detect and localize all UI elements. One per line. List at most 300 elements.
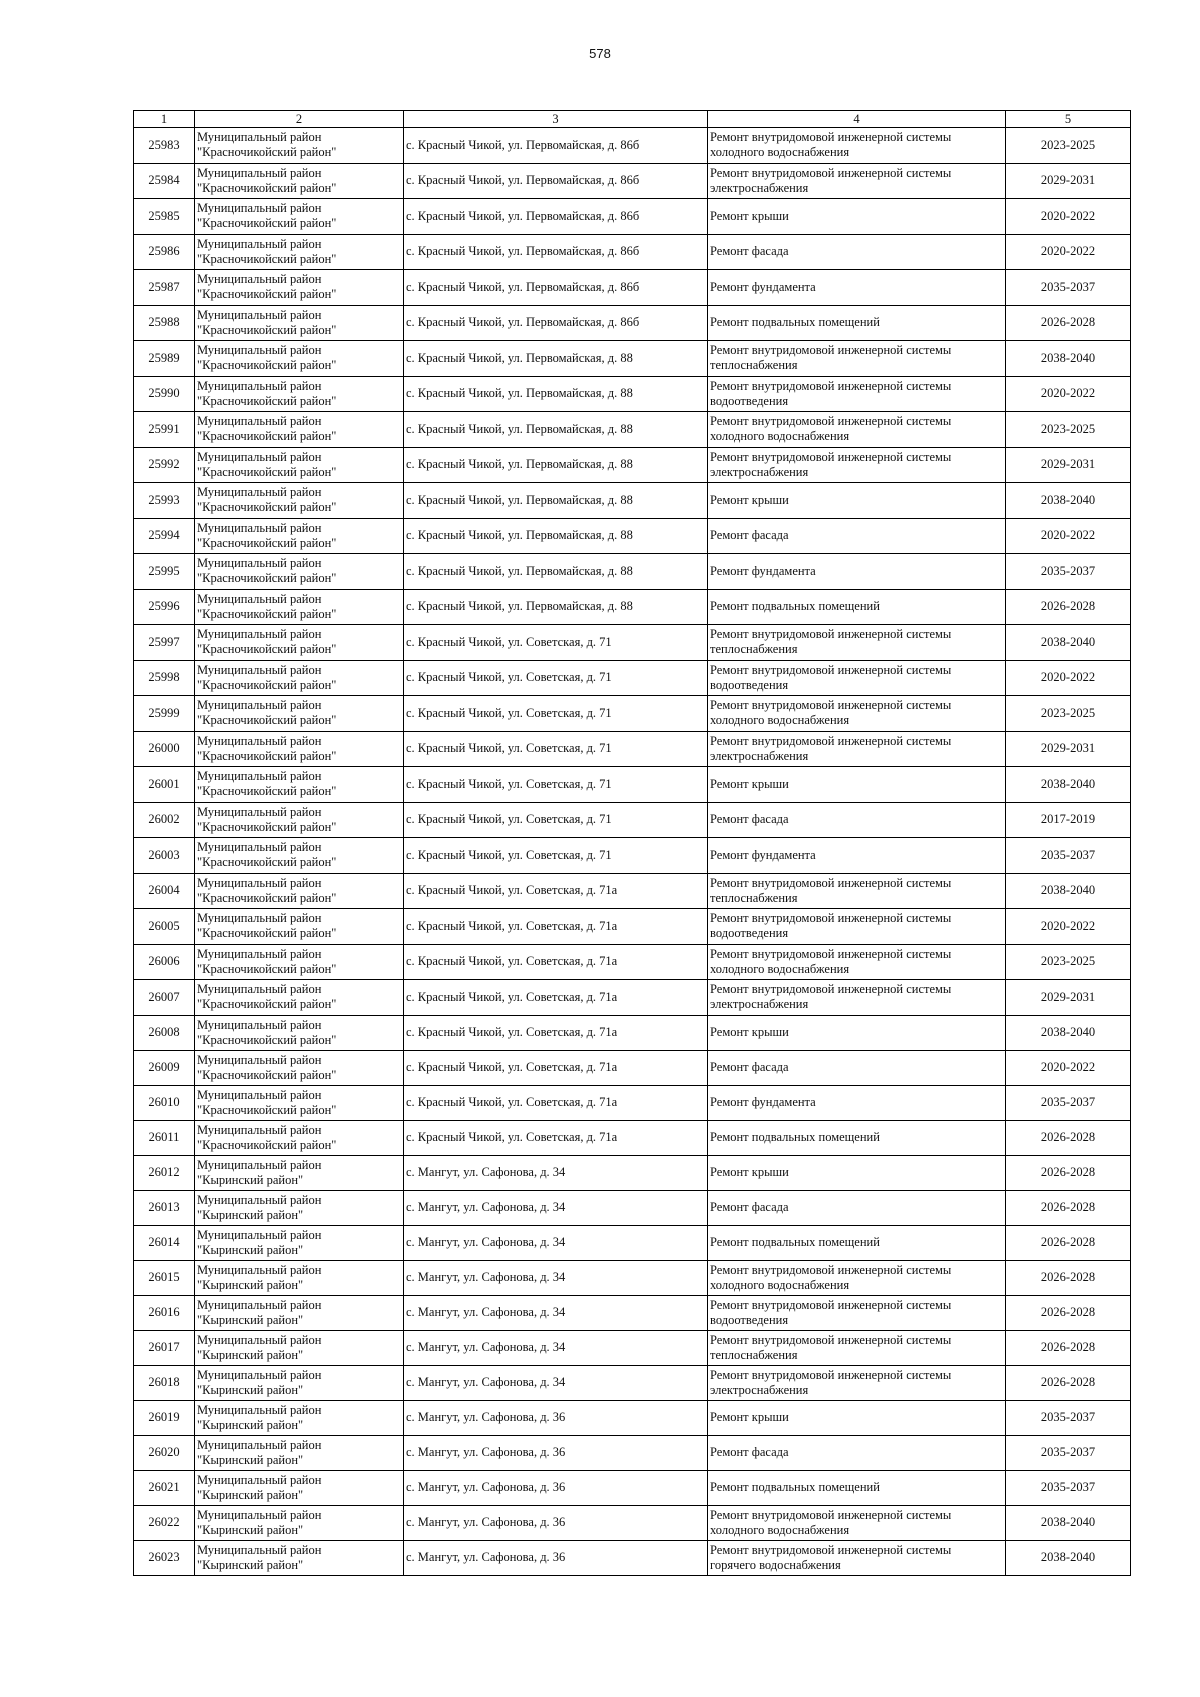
municipality-name: "Красночикойский район": [197, 358, 337, 373]
period-cell: 2029-2031: [1006, 731, 1131, 767]
address-cell: с. Красный Чикой, ул. Первомайская, д. 88: [404, 589, 708, 625]
address-cell: с. Красный Чикой, ул. Советская, д. 71: [404, 838, 708, 874]
period-cell: 2026-2028: [1006, 1365, 1131, 1400]
work-type-line-1: Ремонт внутридомовой инженерной системы: [710, 1507, 952, 1522]
municipality-type: Муниципальный район: [197, 1472, 322, 1487]
work-type-line-2: теплоснабжения: [710, 890, 798, 905]
work-type-cell: [708, 589, 1006, 625]
row-number: 25985: [134, 199, 195, 235]
row-number: 26020: [134, 1435, 195, 1470]
work-type-cell: [708, 1470, 1006, 1505]
municipality-cell: [195, 447, 404, 483]
row-number: 25984: [134, 163, 195, 199]
address-cell: с. Красный Чикой, ул. Советская, д. 71: [404, 696, 708, 732]
address-cell: с. Красный Чикой, ул. Первомайская, д. 88: [404, 483, 708, 519]
work-type-cell: [708, 412, 1006, 448]
municipality-type: Муниципальный район: [197, 1507, 322, 1522]
header-col-2: 2: [195, 111, 404, 128]
address-cell: с. Мангут, ул. Сафонова, д. 34: [404, 1260, 708, 1295]
work-type-line-1: Ремонт внутридомовой инженерной системы: [710, 733, 952, 748]
period-cell: 2035-2037: [1006, 1085, 1131, 1120]
work-type-line-1: Ремонт крыши: [710, 208, 789, 223]
municipality-type: Муниципальный район: [197, 1017, 322, 1032]
period-cell: 2026-2028: [1006, 1295, 1131, 1330]
municipality-name: "Красночикойский район": [197, 926, 337, 941]
municipality-type: Муниципальный район: [197, 1122, 322, 1137]
municipality-name: "Красночикойский район": [197, 784, 337, 799]
period-cell: 2023-2025: [1006, 944, 1131, 980]
work-type-cell: [708, 305, 1006, 341]
address-cell: с. Красный Чикой, ул. Первомайская, д. 88: [404, 412, 708, 448]
address-cell: с. Красный Чикой, ул. Советская, д. 71а: [404, 1085, 708, 1120]
work-type-cell: [708, 1015, 1006, 1050]
municipality-name: "Красночикойский район": [197, 890, 337, 905]
table-row: [134, 376, 1131, 412]
period-cell: 2038-2040: [1006, 873, 1131, 909]
municipality-name: "Кыринский район": [197, 1172, 304, 1187]
address-cell: с. Красный Чикой, ул. Первомайская, д. 86б: [404, 270, 708, 306]
period-cell: 2023-2025: [1006, 128, 1131, 164]
row-number: 26016: [134, 1295, 195, 1330]
municipality-cell: [195, 341, 404, 377]
table-row: [134, 1295, 1131, 1330]
work-type-cell: [708, 1120, 1006, 1155]
table-row: [134, 1015, 1131, 1050]
municipality-name: "Красночикойский район": [197, 464, 337, 479]
period-cell: 2026-2028: [1006, 589, 1131, 625]
work-type-cell: [708, 270, 1006, 306]
address-cell: с. Красный Чикой, ул. Советская, д. 71а: [404, 980, 708, 1016]
work-type-line-1: Ремонт фасада: [710, 528, 789, 543]
address-cell: с. Красный Чикой, ул. Первомайская, д. 86б: [404, 234, 708, 270]
work-type-line-2: холодного водоснабжения: [710, 429, 850, 444]
municipality-type: Муниципальный район: [197, 307, 322, 322]
row-number: 25991: [134, 412, 195, 448]
row-number: 26019: [134, 1400, 195, 1435]
work-type-line-1: Ремонт подвальных помещений: [710, 1130, 880, 1144]
municipality-cell: [195, 1330, 404, 1365]
registry-table: [133, 110, 1131, 1576]
municipality-type: Муниципальный район: [197, 1192, 322, 1207]
address-cell: с. Мангут, ул. Сафонова, д. 34: [404, 1155, 708, 1190]
table-row: [134, 1085, 1131, 1120]
work-type-line-1: Ремонт фундамента: [710, 563, 816, 578]
period-cell: 2020-2022: [1006, 234, 1131, 270]
work-type-line-1: Ремонт подвальных помещений: [710, 1235, 880, 1249]
period-cell: 2020-2022: [1006, 660, 1131, 696]
address-cell: с. Мангут, ул. Сафонова, д. 36: [404, 1435, 708, 1470]
period-cell: 2026-2028: [1006, 1225, 1131, 1260]
table-row: [134, 1400, 1131, 1435]
work-type-line-1: Ремонт фасада: [710, 244, 789, 259]
municipality-cell: [195, 731, 404, 767]
table-row: [134, 163, 1131, 199]
municipality-name: "Красночикойский район": [197, 677, 337, 692]
row-number: 26022: [134, 1505, 195, 1540]
row-number: 25996: [134, 589, 195, 625]
period-cell: 2020-2022: [1006, 199, 1131, 235]
municipality-name: "Красночикойский район": [197, 1032, 337, 1047]
municipality-name: "Красночикойский район": [197, 819, 337, 834]
work-type-line-1: Ремонт внутридомовой инженерной системы: [710, 449, 952, 464]
table-row: [134, 234, 1131, 270]
table-row: [134, 731, 1131, 767]
work-type-line-1: Ремонт внутридомовой инженерной системы: [710, 1542, 952, 1557]
work-type-cell: [708, 731, 1006, 767]
municipality-name: "Красночикойский район": [197, 642, 337, 657]
work-type-line-1: Ремонт крыши: [710, 1025, 789, 1039]
period-cell: 2020-2022: [1006, 518, 1131, 554]
municipality-name: "Красночикойский район": [197, 1067, 337, 1082]
municipality-name: "Кыринский район": [197, 1417, 304, 1432]
period-cell: 2023-2025: [1006, 412, 1131, 448]
municipality-cell: [195, 483, 404, 519]
table-row: [134, 1120, 1131, 1155]
municipality-type: Муниципальный район: [197, 485, 322, 500]
period-cell: 2038-2040: [1006, 1505, 1131, 1540]
municipality-type: Муниципальный район: [197, 165, 322, 180]
municipality-cell: [195, 1400, 404, 1435]
municipality-cell: [195, 1155, 404, 1190]
row-number: 25995: [134, 554, 195, 590]
municipality-cell: [195, 660, 404, 696]
work-type-cell: [708, 838, 1006, 874]
row-number: 25983: [134, 128, 195, 164]
work-type-line-1: Ремонт фасада: [710, 1060, 789, 1074]
work-type-cell: [708, 163, 1006, 199]
municipality-type: Муниципальный район: [197, 201, 322, 216]
municipality-cell: [195, 1225, 404, 1260]
municipality-type: Муниципальный район: [197, 1052, 322, 1067]
municipality-type: Муниципальный район: [197, 520, 322, 535]
period-cell: 2038-2040: [1006, 483, 1131, 519]
row-number: 25987: [134, 270, 195, 306]
municipality-name: "Кыринский район": [197, 1452, 304, 1467]
table-row: [134, 483, 1131, 519]
work-type-cell: [708, 1435, 1006, 1470]
municipality-type: Муниципальный район: [197, 414, 322, 429]
municipality-type: Муниципальный район: [197, 662, 322, 677]
municipality-cell: [195, 412, 404, 448]
municipality-name: "Кыринский район": [197, 1382, 304, 1397]
municipality-name: "Красночикойский район": [197, 216, 337, 231]
address-cell: с. Мангут, ул. Сафонова, д. 34: [404, 1330, 708, 1365]
municipality-cell: [195, 234, 404, 270]
municipality-cell: [195, 270, 404, 306]
table-row: [134, 341, 1131, 377]
period-cell: 2035-2037: [1006, 1470, 1131, 1505]
address-cell: с. Мангут, ул. Сафонова, д. 36: [404, 1470, 708, 1505]
table-row: [134, 412, 1131, 448]
row-number: 25994: [134, 518, 195, 554]
municipality-name: "Кыринский район": [197, 1557, 304, 1572]
work-type-line-1: Ремонт крыши: [710, 776, 789, 791]
address-cell: с. Красный Чикой, ул. Первомайская, д. 86б: [404, 305, 708, 341]
header-col-5: 5: [1006, 111, 1131, 128]
municipality-type: Муниципальный район: [197, 840, 322, 855]
work-type-line-1: Ремонт внутридомовой инженерной системы: [710, 627, 952, 642]
row-number: 25999: [134, 696, 195, 732]
work-type-line-2: водоотведения: [710, 393, 789, 408]
work-type-cell: [708, 873, 1006, 909]
row-number: 25986: [134, 234, 195, 270]
municipality-cell: [195, 1365, 404, 1400]
period-cell: 2017-2019: [1006, 802, 1131, 838]
row-number: 26023: [134, 1540, 195, 1575]
period-cell: 2029-2031: [1006, 980, 1131, 1016]
period-cell: 2038-2040: [1006, 341, 1131, 377]
period-cell: 2020-2022: [1006, 909, 1131, 945]
work-type-line-1: Ремонт крыши: [710, 1165, 789, 1179]
municipality-type: Муниципальный район: [197, 1542, 322, 1557]
work-type-cell: [708, 518, 1006, 554]
period-cell: 2026-2028: [1006, 1155, 1131, 1190]
address-cell: с. Мангут, ул. Сафонова, д. 34: [404, 1225, 708, 1260]
work-type-line-2: теплоснабжения: [710, 358, 798, 373]
address-cell: с. Красный Чикой, ул. Советская, д. 71а: [404, 944, 708, 980]
work-type-line-2: теплоснабжения: [710, 1347, 798, 1362]
period-cell: 2035-2037: [1006, 1435, 1131, 1470]
table-row: [134, 1505, 1131, 1540]
address-cell: с. Мангут, ул. Сафонова, д. 36: [404, 1505, 708, 1540]
municipality-type: Муниципальный район: [197, 591, 322, 606]
municipality-name: "Кыринский район": [197, 1347, 304, 1362]
period-cell: 2026-2028: [1006, 1330, 1131, 1365]
table-row: [134, 305, 1131, 341]
municipality-name: "Кыринский район": [197, 1312, 304, 1327]
work-type-line-1: Ремонт внутридомовой инженерной системы: [710, 662, 952, 677]
row-number: 26021: [134, 1470, 195, 1505]
municipality-type: Муниципальный район: [197, 1437, 322, 1452]
municipality-type: Муниципальный район: [197, 1157, 322, 1172]
table-row: [134, 1435, 1131, 1470]
period-cell: 2035-2037: [1006, 838, 1131, 874]
work-type-line-1: Ремонт фундамента: [710, 279, 816, 294]
work-type-line-1: Ремонт фасада: [710, 1445, 789, 1459]
municipality-name: "Красночикойский район": [197, 287, 337, 302]
address-cell: с. Красный Чикой, ул. Первомайская, д. 88: [404, 447, 708, 483]
work-type-cell: [708, 199, 1006, 235]
period-cell: 2020-2022: [1006, 1050, 1131, 1085]
work-type-cell: [708, 483, 1006, 519]
table-row: [134, 625, 1131, 661]
table-row: [134, 1330, 1131, 1365]
work-type-line-1: Ремонт крыши: [710, 1410, 789, 1424]
table-row: [134, 1260, 1131, 1295]
address-cell: с. Мангут, ул. Сафонова, д. 34: [404, 1365, 708, 1400]
municipality-name: "Красночикойский район": [197, 571, 337, 586]
table-row: [134, 660, 1131, 696]
work-type-line-2: горячего водоснабжения: [710, 1557, 841, 1572]
municipality-cell: [195, 1540, 404, 1575]
table-row: [134, 838, 1131, 874]
work-type-line-1: Ремонт внутридомовой инженерной системы: [710, 343, 952, 358]
work-type-line-1: Ремонт внутридомовой инженерной системы: [710, 946, 952, 961]
header-col-1: 1: [134, 111, 195, 128]
table-row: [134, 199, 1131, 235]
municipality-type: Муниципальный район: [197, 236, 322, 251]
municipality-cell: [195, 163, 404, 199]
municipality-name: "Красночикойский район": [197, 180, 337, 195]
period-cell: 2035-2037: [1006, 554, 1131, 590]
municipality-name: "Красночикойский район": [197, 535, 337, 550]
work-type-line-1: Ремонт подвальных помещений: [710, 599, 880, 614]
municipality-cell: [195, 1435, 404, 1470]
municipality-type: Муниципальный район: [197, 769, 322, 784]
municipality-name: "Красночикойский район": [197, 393, 337, 408]
table-row: [134, 696, 1131, 732]
municipality-type: Муниципальный район: [197, 343, 322, 358]
table-row: [134, 518, 1131, 554]
table-row: [134, 873, 1131, 909]
period-cell: 2026-2028: [1006, 1260, 1131, 1295]
work-type-cell: [708, 1260, 1006, 1295]
row-number: 26013: [134, 1190, 195, 1225]
page-number: 578: [589, 46, 611, 61]
work-type-cell: [708, 625, 1006, 661]
municipality-type: Муниципальный район: [197, 911, 322, 926]
municipality-name: "Красночикойский район": [197, 1137, 337, 1152]
municipality-type: Муниципальный район: [197, 378, 322, 393]
municipality-cell: [195, 554, 404, 590]
table-row: [134, 909, 1131, 945]
address-cell: с. Красный Чикой, ул. Первомайская, д. 88: [404, 341, 708, 377]
address-cell: с. Красный Чикой, ул. Первомайская, д. 86б: [404, 163, 708, 199]
work-type-line-2: водоотведения: [710, 677, 789, 692]
municipality-cell: [195, 1120, 404, 1155]
work-type-line-1: Ремонт внутридомовой инженерной системы: [710, 698, 952, 713]
municipality-type: Муниципальный район: [197, 1402, 322, 1417]
municipality-cell: [195, 980, 404, 1016]
address-cell: с. Красный Чикой, ул. Советская, д. 71а: [404, 1120, 708, 1155]
table-row: [134, 1470, 1131, 1505]
municipality-name: "Красночикойский район": [197, 855, 337, 870]
work-type-line-1: Ремонт подвальных помещений: [710, 1480, 880, 1494]
municipality-cell: [195, 199, 404, 235]
address-cell: с. Красный Чикой, ул. Первомайская, д. 86б: [404, 199, 708, 235]
address-cell: с. Красный Чикой, ул. Советская, д. 71: [404, 731, 708, 767]
period-cell: 2038-2040: [1006, 1015, 1131, 1050]
work-type-line-1: Ремонт внутридомовой инженерной системы: [710, 911, 952, 926]
row-number: 25988: [134, 305, 195, 341]
row-number: 25997: [134, 625, 195, 661]
municipality-cell: [195, 696, 404, 732]
work-type-cell: [708, 802, 1006, 838]
work-type-cell: [708, 909, 1006, 945]
period-cell: 2029-2031: [1006, 447, 1131, 483]
period-cell: 2020-2022: [1006, 376, 1131, 412]
work-type-line-1: Ремонт фундамента: [710, 847, 816, 862]
municipality-type: Муниципальный район: [197, 130, 322, 145]
municipality-cell: [195, 589, 404, 625]
table-body: [134, 128, 1131, 1576]
municipality-type: Муниципальный район: [197, 875, 322, 890]
work-type-cell: [708, 1190, 1006, 1225]
row-number: 26009: [134, 1050, 195, 1085]
row-number: 26014: [134, 1225, 195, 1260]
municipality-cell: [195, 838, 404, 874]
address-cell: с. Красный Чикой, ул. Советская, д. 71а: [404, 1050, 708, 1085]
municipality-type: Муниципальный район: [197, 1227, 322, 1242]
row-number: 26000: [134, 731, 195, 767]
municipality-cell: [195, 1260, 404, 1295]
address-cell: с. Красный Чикой, ул. Первомайская, д. 88: [404, 554, 708, 590]
row-number: 25990: [134, 376, 195, 412]
table-row: [134, 1365, 1131, 1400]
row-number: 26017: [134, 1330, 195, 1365]
municipality-cell: [195, 518, 404, 554]
municipality-type: Муниципальный район: [197, 1332, 322, 1347]
municipality-cell: [195, 1470, 404, 1505]
municipality-type: Муниципальный район: [197, 982, 322, 997]
address-cell: с. Мангут, ул. Сафонова, д. 36: [404, 1540, 708, 1575]
work-type-line-2: электроснабжения: [710, 997, 809, 1012]
work-type-cell: [708, 1330, 1006, 1365]
municipality-name: "Красночикойский район": [197, 606, 337, 621]
work-type-line-2: холодного водоснабжения: [710, 145, 850, 160]
municipality-type: Муниципальный район: [197, 1262, 322, 1277]
municipality-type: Муниципальный район: [197, 698, 322, 713]
row-number: 26002: [134, 802, 195, 838]
table-row: [134, 767, 1131, 803]
work-type-cell: [708, 1505, 1006, 1540]
row-number: 26012: [134, 1155, 195, 1190]
municipality-cell: [195, 1190, 404, 1225]
municipality-name: "Красночикойский район": [197, 251, 337, 266]
address-cell: с. Красный Чикой, ул. Советская, д. 71а: [404, 1015, 708, 1050]
work-type-line-1: Ремонт фундамента: [710, 1095, 816, 1109]
work-type-line-1: Ремонт внутридомовой инженерной системы: [710, 1367, 952, 1382]
table-row: [134, 554, 1131, 590]
municipality-cell: [195, 1505, 404, 1540]
municipality-name: "Красночикойский район": [197, 713, 337, 728]
row-number: 26001: [134, 767, 195, 803]
work-type-line-1: Ремонт внутридомовой инженерной системы: [710, 1262, 952, 1277]
municipality-name: "Кыринский район": [197, 1242, 304, 1257]
municipality-type: Муниципальный район: [197, 733, 322, 748]
municipality-type: Муниципальный район: [197, 1087, 322, 1102]
table-row: [134, 1540, 1131, 1575]
table-row: [134, 1155, 1131, 1190]
period-cell: 2026-2028: [1006, 305, 1131, 341]
work-type-line-1: Ремонт внутридомовой инженерной системы: [710, 414, 952, 429]
row-number: 25992: [134, 447, 195, 483]
period-cell: 2026-2028: [1006, 1120, 1131, 1155]
work-type-cell: [708, 767, 1006, 803]
work-type-cell: [708, 696, 1006, 732]
work-type-line-2: электроснабжения: [710, 1382, 809, 1397]
work-type-line-1: Ремонт внутридомовой инженерной системы: [710, 378, 952, 393]
address-cell: с. Красный Чикой, ул. Первомайская, д. 88: [404, 376, 708, 412]
address-cell: с. Красный Чикой, ул. Советская, д. 71: [404, 625, 708, 661]
municipality-type: Муниципальный район: [197, 272, 322, 287]
work-type-cell: [708, 1225, 1006, 1260]
period-cell: 2038-2040: [1006, 1540, 1131, 1575]
row-number: 26005: [134, 909, 195, 945]
work-type-line-1: Ремонт крыши: [710, 492, 789, 507]
period-cell: 2029-2031: [1006, 163, 1131, 199]
municipality-name: "Красночикойский район": [197, 961, 337, 976]
work-type-cell: [708, 341, 1006, 377]
row-number: 25993: [134, 483, 195, 519]
period-cell: 2035-2037: [1006, 270, 1131, 306]
municipality-cell: [195, 625, 404, 661]
address-cell: с. Красный Чикой, ул. Советская, д. 71а: [404, 873, 708, 909]
address-cell: с. Мангут, ул. Сафонова, д. 34: [404, 1190, 708, 1225]
table-row: [134, 447, 1131, 483]
municipality-name: "Кыринский район": [197, 1207, 304, 1222]
row-number: 26004: [134, 873, 195, 909]
